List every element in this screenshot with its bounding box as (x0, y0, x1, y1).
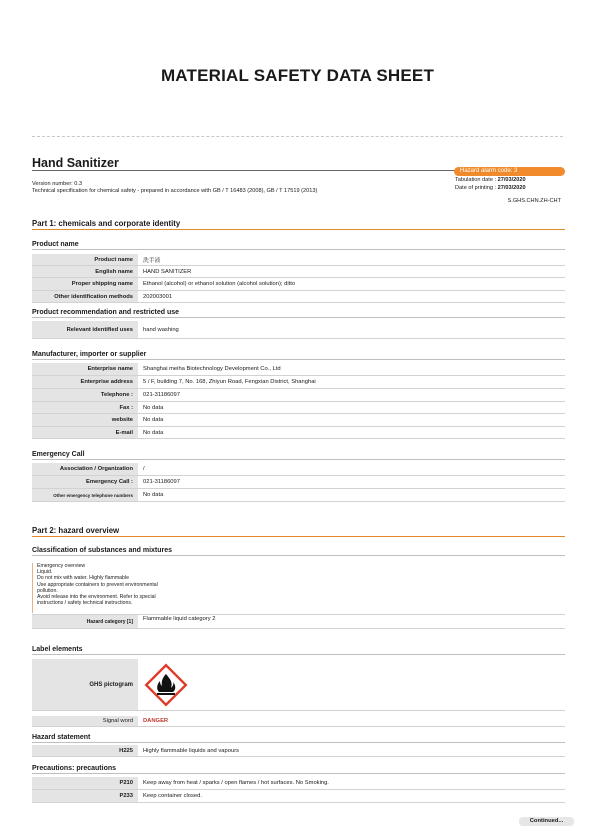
row-label: Hazard category [1] (32, 615, 138, 628)
manufacturer-heading: Manufacturer, importer or supplier (32, 351, 565, 360)
technical-specification: Technical specification for chemical safety - prepared in accordance with GB / T 16483 (2008), GB / T 17519 (2013) (32, 188, 318, 194)
table-row (32, 745, 565, 757)
row-label: Proper shipping name (32, 278, 138, 290)
row-value: HAND SANITIZER (143, 268, 192, 275)
overview-line: Avoid release into the environment. Refer to special (37, 594, 156, 601)
row-label: Fax : (32, 402, 138, 413)
emergency-overview (37, 563, 158, 606)
row-value: 021-31186097 (143, 392, 180, 398)
tabulation-date-label: Tabulation date : (455, 177, 498, 183)
part2-heading: Part 2: hazard overview (32, 526, 565, 537)
table-row (32, 790, 565, 803)
flame-icon (144, 663, 188, 707)
row-label: GHS pictogram (32, 659, 138, 710)
precautions-heading: Precautions: precautions (32, 765, 565, 774)
row-value: 5 / F, building 7, No. 168, Zhiyun Road, Fengxian District, Shanghai (143, 379, 316, 385)
table-row (32, 389, 565, 402)
row-label: Emergency Call : (32, 476, 138, 488)
overview-line: Liquid. (37, 569, 53, 576)
row-label: P210 (32, 777, 138, 789)
hazard-alarm-code-badge: Hazard alarm code: 3 (454, 167, 565, 176)
row-value: Highly flammable liquids and vapours (143, 747, 240, 754)
hazard-statement-heading: Hazard statement (32, 734, 565, 743)
row-value: 202003001 (143, 293, 173, 300)
table-row (32, 278, 565, 291)
classification-heading: Classification of substances and mixtures (32, 547, 565, 556)
table-row (32, 363, 565, 376)
row-label: Enterprise address (32, 376, 138, 388)
tabulation-date (455, 177, 526, 184)
overview-line: Do not mix with water. Highly flammable (37, 575, 129, 582)
row-label: Other identification methods (32, 291, 138, 302)
row-label: H225 (32, 745, 138, 756)
table-row (32, 291, 565, 303)
table-row (32, 254, 565, 266)
row-label: Association / Organization (32, 463, 138, 475)
part1-heading: Part 1: chemicals and corporate identity (32, 219, 565, 230)
row-label: Enterprise name (32, 363, 138, 375)
row-value: Flammable liquid category 2 (143, 616, 216, 622)
accent-rule (32, 563, 33, 613)
row-value: No data (143, 417, 164, 423)
divider (32, 136, 563, 137)
row-value: hand washing (143, 326, 179, 333)
emergency-heading: Emergency Call (32, 451, 565, 460)
table-row (32, 614, 565, 629)
row-value: 洗手液 (143, 258, 161, 264)
signal-word: DANGER (143, 718, 169, 724)
table-row (32, 376, 565, 389)
overview-line: Use appropriate containers to prevent environmental (37, 581, 158, 588)
row-label: English name (32, 266, 138, 277)
row-label: Relevant identified uses (32, 321, 138, 338)
ghs-pictogram-row (32, 659, 565, 711)
row-value: Ethanol (alcohol) or ethanol solution (alcohol solution); ditto (143, 281, 296, 287)
row-label: P233 (32, 790, 138, 802)
overview-line: instructions / safety technical instructions. (37, 600, 133, 607)
row-value: Keep away from heat / sparks / open flames / hot surfaces. No Smoking. (143, 780, 329, 786)
row-value: No data (143, 404, 164, 411)
row-label: Telephone : (32, 389, 138, 401)
table-row (32, 463, 565, 476)
table-row (32, 321, 565, 339)
overview-line: pollution. (37, 587, 58, 594)
overview-line: Emergency overview (37, 563, 86, 569)
row-value: No data (143, 429, 164, 436)
version-number: Version number: 0.3 (32, 181, 83, 187)
document-title: MATERIAL SAFETY DATA SHEET (160, 66, 435, 85)
tabulation-date-value: 27/03/2020 (497, 177, 526, 183)
recommendation-heading: Product recommendation and restricted use (32, 309, 565, 318)
label-elements-heading: Label elements (32, 646, 565, 655)
product-title: Hand Sanitizer (32, 156, 119, 170)
document-code: S.GHS.CHN.ZH-CHT (507, 198, 561, 204)
row-label: Product name (32, 254, 138, 265)
table-row (32, 716, 565, 727)
continued-label: Continued... (519, 817, 574, 826)
row-label: website (32, 414, 138, 426)
printing-date-value: 27/03/2020 (497, 185, 526, 191)
table-row (32, 489, 565, 502)
table-row (32, 266, 565, 278)
row-label: Signal word (32, 716, 138, 726)
printing-date-label: Date of printing : (455, 185, 498, 191)
row-value: Keep container closed. (143, 793, 202, 799)
row-value: / (143, 466, 145, 472)
table-row (32, 414, 565, 427)
table-row (32, 402, 565, 414)
row-value: 021-31186097 (143, 479, 180, 485)
row-label: Other emergency telephone numbers (32, 489, 138, 501)
product-name-heading: Product name (32, 241, 565, 250)
printing-date (455, 185, 526, 192)
row-value: Shanghai meiha Biotechnology Development Co., Ltd (143, 366, 281, 372)
row-value: No data (143, 492, 164, 498)
row-label: E-mail (32, 427, 138, 438)
table-row (32, 427, 565, 439)
table-row (32, 476, 565, 489)
table-row (32, 777, 565, 790)
